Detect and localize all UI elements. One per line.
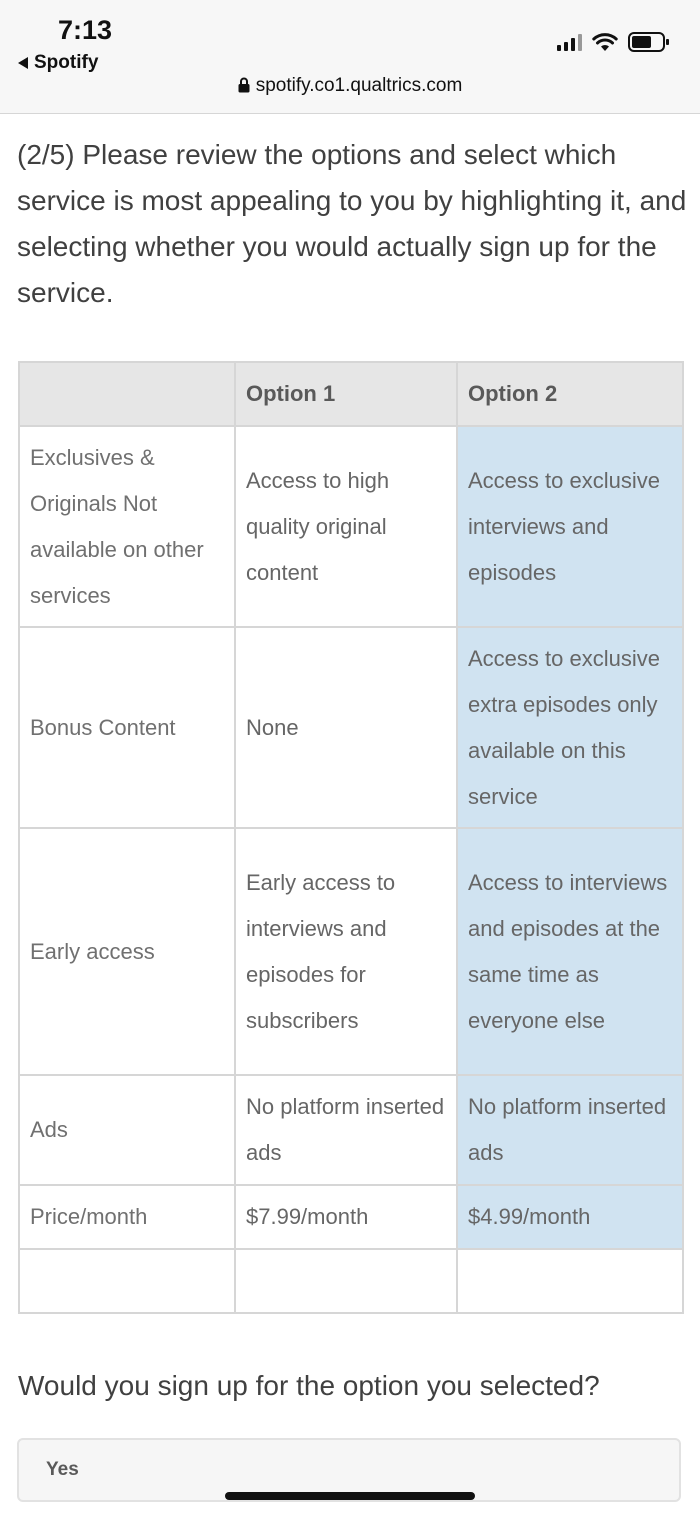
signal-icon — [557, 34, 582, 51]
table-row — [19, 426, 683, 627]
browser-status-bar — [0, 0, 700, 114]
option-2-cell[interactable]: Access to exclusive interviews and episodes — [457, 426, 683, 627]
signup-question: Would you sign up for the option you selected? — [18, 1370, 600, 1401]
table-header-blank — [19, 362, 235, 426]
yes-choice-button[interactable]: Yes — [17, 1438, 681, 1502]
table-row — [19, 828, 683, 1075]
wifi-icon — [592, 33, 618, 52]
option-1-cell[interactable]: Access to high quality original content — [235, 426, 457, 627]
table-header-row — [19, 362, 683, 426]
lock-icon — [238, 77, 250, 99]
option-1-cell[interactable]: Early access to interviews and episodes for subscribers — [235, 828, 457, 1075]
table-header-option-1: Option 1 — [235, 362, 457, 426]
back-to-app-link[interactable] — [18, 52, 98, 74]
back-arrow-icon — [18, 57, 28, 69]
table-row — [19, 627, 683, 828]
option-1-cell[interactable]: No platform inserted ads — [235, 1075, 457, 1185]
row-label-price: Price/month — [19, 1185, 235, 1249]
option-2-cell[interactable]: No platform inserted ads — [457, 1075, 683, 1185]
home-indicator[interactable] — [225, 1492, 475, 1500]
option-1-cell[interactable]: $7.99/month — [235, 1185, 457, 1249]
table-header-option-2: Option 2 — [457, 362, 683, 426]
empty-cell — [19, 1249, 235, 1313]
url-bar[interactable] — [0, 75, 700, 99]
row-label-bonus-content: Bonus Content — [19, 627, 235, 828]
table-row — [19, 1185, 683, 1249]
status-icons — [557, 32, 670, 52]
back-app-label: Spotify — [34, 52, 99, 73]
row-label-exclusives: Exclusives & Originals Not available on other services — [19, 426, 235, 627]
option-2-cell[interactable]: Access to exclusive extra episodes only available on this service — [457, 627, 683, 828]
row-label-early-access: Early access — [19, 828, 235, 1075]
table-row-empty — [19, 1249, 683, 1313]
url-text: spotify.co1.qualtrics.com — [255, 75, 463, 96]
option-1-cell[interactable]: None — [235, 627, 457, 828]
question-prompt: (2/5) Please review the options and select which service is most appealing to you by highlighting it, and selecting whether you would actually sign up for the service. — [17, 139, 687, 308]
table-row — [19, 1075, 683, 1185]
options-table — [18, 361, 684, 1314]
battery-icon — [628, 32, 670, 52]
empty-cell[interactable] — [457, 1249, 683, 1313]
status-time: 7:13 — [58, 15, 113, 45]
option-2-cell[interactable]: Access to interviews and episodes at the same time as everyone else — [457, 828, 683, 1075]
empty-cell[interactable] — [235, 1249, 457, 1313]
option-2-cell[interactable]: $4.99/month — [457, 1185, 683, 1249]
row-label-ads: Ads — [19, 1075, 235, 1185]
